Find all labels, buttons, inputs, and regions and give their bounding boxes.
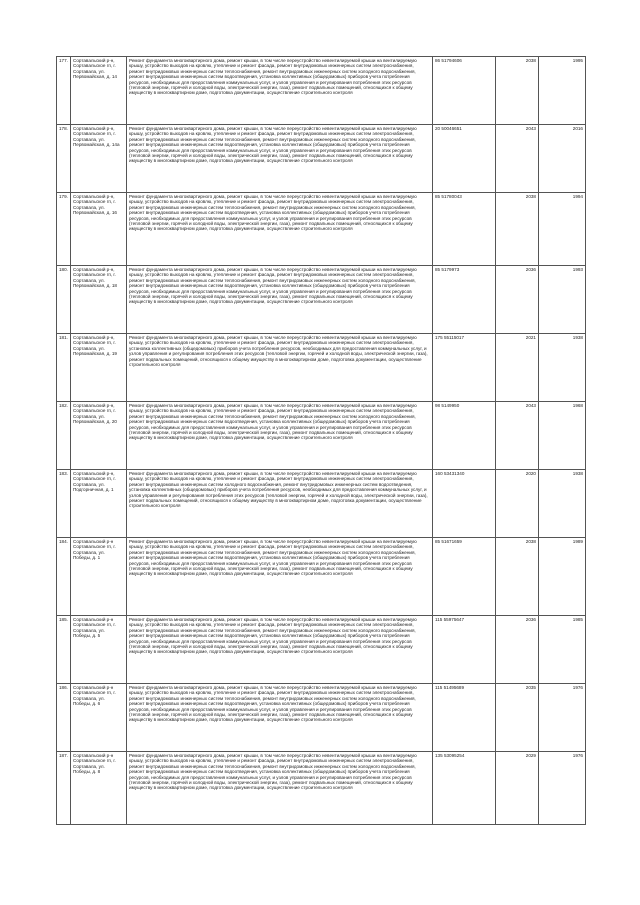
address-cell: Сортавальский р-н Сортавальское гп, г. Сортавала, ул. Победы, д. 5 [71,616,127,684]
row-number: 187. [57,752,71,825]
row-number: 181. [57,334,71,402]
table-row [57,752,586,825]
capital-repair-table [56,56,586,825]
planned-year-cell: 2035 [496,684,539,752]
row-number: 179. [57,193,71,266]
cost-cell: 98 5149950 [433,402,496,470]
planned-year-cell: 2038 [496,57,539,125]
works-description-cell: Ремонт фундамента многоквартирного дома, ремонт крыши, в том числе переустройство невентилируемой крыши на вентилируемую крышу, устройство выходов на кровлю, утепление и ремонт фасада, ремонт внутридомовых инженерных систем электроснабжения, ремонт внутридомовых инженерных систем теплоснабжения, ремонт внутридомовых инженерных систем холодного водоснабжения, ремонт внутридомовых инженерных систем водоотведения, установка коллективных (общедомовых) приборов учета потребления ресурсов, необходимых для предоставления коммунальных услуг, и узлов управления и регулирования потребления этих ресурсов (тепловой энергии, горячей и холодной воды, электрической энергии, газа), ремонт подвальных помещений, относящихся к общему имуществу в многоквартирном доме, подготовка документации, осуществление строительного контроля [127,538,433,616]
table-row [57,470,586,538]
row-number: 178. [57,125,71,193]
table-row [57,538,586,616]
planned-year-cell: 2043 [496,402,539,470]
works-description-cell: Ремонт фундамента многоквартирного дома, ремонт крыши, в том числе переустройство невентилируемой крыши на вентилируемую крышу, устройство выходов на кровлю, утепление и ремонт фасада, ремонт внутридомовых инженерных систем электроснабжения, ремонт внутридомовых инженерных систем теплоснабжения, ремонт внутридомовых инженерных систем холодного водоснабжения, ремонт внутридомовых инженерных систем водоотведения, установка коллективных (общедомовых) приборов учета потребления ресурсов, необходимых для предоставления коммунальных услуг, и узлов управления и регулирования потребления этих ресурсов (тепловой энергии, горячей и холодной воды, электрической энергии, газа), ремонт подвальных помещений, относящихся к общему имуществу в многоквартирном доме, подготовка документации, осуществление строительного контроля [127,684,433,752]
address-cell: Сортавальский р-н Сортавальское гп, г. Сортавала, ул. Победы, д. 8 [71,752,127,825]
cost-cell: 85 5179973 [433,266,496,334]
build-year-cell: 1994 [539,193,586,266]
planned-year-cell: 2029 [496,752,539,825]
cost-cell: 115 55975647 [433,616,496,684]
works-description-cell: Ремонт фундамента многоквартирного дома, ремонт крыши, в том числе переустройство невентилируемой крыши на вентилируемую крышу, устройство выходов на кровлю, утепление и ремонт фасада, ремонт внутридомовых инженерных систем электроснабжения, установка коллективных (общедомовых) приборов учета потребления ресурсов, необходимых для предоставления коммунальных услуг, и узлов управления и регулирования потребления этих ресурсов (тепловой энергии, горячей и холодной воды, электрической энергии, газа), ремонт подвальных помещений, относящихся к общему имуществу в многоквартирном доме, подготовка документации, осуществление строительного контроля [127,334,433,402]
table-row [57,125,586,193]
row-number: 184. [57,538,71,616]
table-row [57,57,586,125]
table-row [57,266,586,334]
table-row [57,193,586,266]
cost-cell: 86 51794606 [433,57,496,125]
cost-cell: 135 53095254 [433,752,496,825]
build-year-cell: 1938 [539,334,586,402]
address-cell: Сортавальский р-н, Сортавальское гп, г. Сортавала, ул. Первомайская, д. 19 [71,334,127,402]
build-year-cell: 1976 [539,684,586,752]
planned-year-cell: 2038 [496,193,539,266]
row-number: 185. [57,616,71,684]
table-body [57,57,586,825]
planned-year-cell: 2036 [496,616,539,684]
works-description-cell: Ремонт фундамента многоквартирного дома, ремонт крыши, в том числе переустройство невентилируемой крыши на вентилируемую крышу, устройство выходов на кровлю, утепление и ремонт фасада, ремонт внутридомовых инженерных систем электроснабжения, ремонт внутридомовых инженерных систем теплоснабжения, ремонт внутридомовых инженерных систем холодного водоснабжения, ремонт внутридомовых инженерных систем водоотведения, установка коллективных (общедомовых) приборов учета потребления ресурсов, необходимых для предоставления коммунальных услуг, и узлов управления и регулирования потребления этих ресурсов (тепловой энергии, горячей и холодной воды, электрической энергии, газа), ремонт подвальных помещений, относящихся к общему имуществу в многоквартирном доме, подготовка документации, осуществление строительного контроля [127,616,433,684]
cost-cell: 160 53431340 [433,470,496,538]
row-number: 180. [57,266,71,334]
build-year-cell: 2016 [539,125,586,193]
cost-cell: 115 51495689 [433,684,496,752]
build-year-cell: 1968 [539,402,586,470]
table-row [57,684,586,752]
address-cell: Сортавальский р-н, Сортавальское гп, г. Сортавала, ул. Первомайская, д. 14а [71,125,127,193]
cost-cell: 175 55115017 [433,334,496,402]
build-year-cell: 1938 [539,470,586,538]
cost-cell: 85 51780043 [433,193,496,266]
planned-year-cell: 2020 [496,470,539,538]
works-description-cell: Ремонт фундамента многоквартирного дома, ремонт крыши, в том числе переустройство невентилируемой крыши на вентилируемую крышу, устройство выходов на кровлю, утепление и ремонт фасада, ремонт внутридомовых инженерных систем электроснабжения, ремонт внутридомовых инженерных систем теплоснабжения, ремонт внутридомовых инженерных систем холодного водоснабжения, ремонт внутридомовых инженерных систем водоотведения, установка коллективных (общедомовых) приборов учета потребления ресурсов, необходимых для предоставления коммунальных услуг, и узлов управления и регулирования потребления этих ресурсов (тепловой энергии, горячей и холодной воды, электрической энергии, газа), ремонт подвальных помещений, относящихся к общему имуществу в многоквартирном доме, подготовка документации, осуществление строительного контроля [127,125,433,193]
address-cell: Сортавальский р-н Сортавальское гп, г. Сортавала, ул. Победы, д. 1 [71,538,127,616]
address-cell: Сортавальский р-н, Сортавальское гп, г. Сортавала, ул. Первомайская, д. 18 [71,266,127,334]
build-year-cell: 1993 [539,266,586,334]
row-number: 177. [57,57,71,125]
row-number: 183. [57,470,71,538]
planned-year-cell: 2036 [496,266,539,334]
works-description-cell: Ремонт фундамента многоквартирного дома, ремонт крыши, в том числе переустройство невентилируемой крыши на вентилируемую крышу, устройство выходов на кровлю, утепление и ремонт фасада, ремонт внутридомовых инженерных систем электроснабжения, ремонт внутридомовых инженерных систем теплоснабжения, ремонт внутридомовых инженерных систем холодного водоснабжения, ремонт внутридомовых инженерных систем водоотведения, установка коллективных (общедомовых) приборов учета потребления ресурсов, необходимых для предоставления коммунальных услуг, и узлов управления и регулирования потребления этих ресурсов (тепловой энергии, горячей и холодной воды, электрической энергии, газа), ремонт подвальных помещений, относящихся к общему имуществу в многоквартирном доме, подготовка документации, осуществление строительного контроля [127,752,433,825]
table-row [57,334,586,402]
cost-cell: 85 51671659 [433,538,496,616]
address-cell: Сортавальский р-н, Сортавальское гп, г. Сортавала, ул. Первомайская, д. 14 [71,57,127,125]
address-cell: Сортавальский р-н Сортавальское гп, г. Сортавала, ул. Победы, д. 6 [71,684,127,752]
planned-year-cell: 2043 [496,125,539,193]
table-row [57,616,586,684]
planned-year-cell: 2021 [496,334,539,402]
document-sheet [56,56,585,825]
build-year-cell: 1985 [539,616,586,684]
address-cell: Сортавальский р-н, Сортавальское гп, г. Сортавала, ул. Подгорничная, д. 1 [71,470,127,538]
table-row [57,402,586,470]
row-number: 186. [57,684,71,752]
address-cell: Сортавальский р-н, Сортавальское гп, г. Сортавала, ул. Первомайская, д. 20 [71,402,127,470]
works-description-cell: Ремонт фундамента многоквартирного дома, ремонт крыши, в том числе переустройство невентилируемой крыши на вентилируемую крышу, устройство выходов на кровлю, утепление и ремонт фасада, ремонт внутридомовых инженерных систем электроснабжения, ремонт внутридомовых инженерных систем теплоснабжения, ремонт внутридомовых инженерных систем холодного водоснабжения, ремонт внутридомовых инженерных систем водоотведения, установка коллективных (общедомовых) приборов учета потребления ресурсов, необходимых для предоставления коммунальных услуг, и узлов управления и регулирования потребления этих ресурсов (тепловой энергии, горячей и холодной воды, электрической энергии, газа), ремонт подвальных помещений, относящихся к общему имуществу в многоквартирном доме, подготовка документации, осуществление строительного контроля [127,266,433,334]
build-year-cell: 1989 [539,538,586,616]
build-year-cell: 1976 [539,752,586,825]
row-number: 182. [57,402,71,470]
address-cell: Сортавальский р-н, Сортавальское гп, г. Сортавала, ул. Первомайская, д. 16 [71,193,127,266]
works-description-cell: Ремонт фундамента многоквартирного дома, ремонт крыши, в том числе переустройство невентилируемой крыши на вентилируемую крышу, устройство выходов на кровлю, утепление и ремонт фасада, ремонт внутридомовых инженерных систем электроснабжения, ремонт внутридомовых инженерных систем теплоснабжения, ремонт внутридомовых инженерных систем холодного водоснабжения, ремонт внутридомовых инженерных систем водоотведения, установка коллективных (общедомовых) приборов учета потребления ресурсов, необходимых для предоставления коммунальных услуг, и узлов управления и регулирования потребления этих ресурсов (тепловой энергии, горячей и холодной воды, электрической энергии, газа), ремонт подвальных помещений, относящихся к общему имуществу в многоквартирном доме, подготовка документации, осуществление строительного контроля [127,402,433,470]
works-description-cell: Ремонт фундамента многоквартирного дома, ремонт крыши, в том числе переустройство невентилируемой крыши на вентилируемую крышу, устройство выходов на кровлю, утепление и ремонт фасада, ремонт внутридомовых инженерных систем электроснабжения, ремонт внутридомовых инженерных систем теплоснабжения, ремонт внутридомовых инженерных систем холодного водоснабжения, ремонт внутридомовых инженерных систем водоотведения, установка коллективных (общедомовых) приборов учета потребления ресурсов, необходимых для предоставления коммунальных услуг, и узлов управления и регулирования потребления этих ресурсов (тепловой энергии, горячей и холодной воды, электрической энергии, газа), ремонт подвальных помещений, относящихся к общему имуществу в многоквартирном доме, подготовка документации, осуществление строительного контроля [127,57,433,125]
planned-year-cell: 2038 [496,538,539,616]
cost-cell: 20 50046651 [433,125,496,193]
build-year-cell: 1995 [539,57,586,125]
works-description-cell: Ремонт фундамента многоквартирного дома, ремонт крыши, в том числе переустройство невентилируемой крыши на вентилируемую крышу, устройство выходов на кровлю, утепление и ремонт фасада, ремонт внутридомовых инженерных систем электроснабжения, ремонт внутридомовых инженерных систем холодного водоснабжения, ремонт внутридомовых инженерных систем водоотведения, установка коллективных (общедомовых) приборов учета потребления ресурсов, необходимых для предоставления коммунальных услуг, и узлов управления и регулирования потребления этих ресурсов (тепловой энергии, горячей и холодной воды, электрической энергии, газа), ремонт подвальных помещений, относящихся к общему имуществу в многоквартирном доме, подготовка документации, осуществление строительного контроля [127,470,433,538]
works-description-cell: Ремонт фундамента многоквартирного дома, ремонт крыши, в том числе переустройство невентилируемой крыши на вентилируемую крышу, устройство выходов на кровлю, утепление и ремонт фасада, ремонт внутридомовых инженерных систем электроснабжения, ремонт внутридомовых инженерных систем теплоснабжения, ремонт внутридомовых инженерных систем холодного водоснабжения, ремонт внутридомовых инженерных систем водоотведения, установка коллективных (общедомовых) приборов учета потребления ресурсов, необходимых для предоставления коммунальных услуг, и узлов управления и регулирования потребления этих ресурсов (тепловой энергии, горячей и холодной воды, электрической энергии, газа), ремонт подвальных помещений, относящихся к общему имуществу в многоквартирном доме, подготовка документации, осуществление строительного контроля [127,193,433,266]
